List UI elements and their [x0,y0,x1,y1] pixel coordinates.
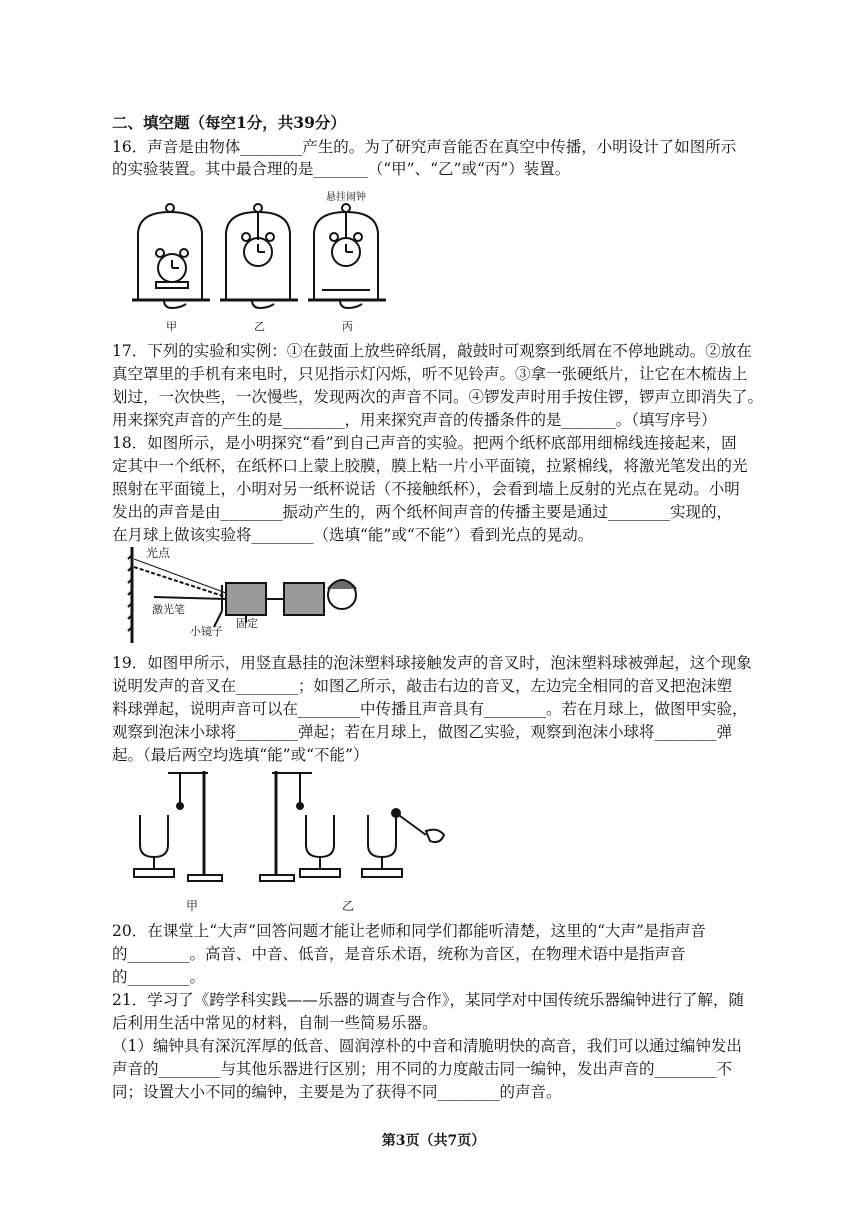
bell-jar-yi [220,204,298,308]
q21-line-1: 21．学习了《跨学科实践——乐器的调查与合作》，某同学对中国传统乐器编钟进行了解，随 [112,991,744,1009]
q17-line-1: 17．下列的实验和实例：①在鼓面上放些碎纸屑，敲鼓时可观察到纸屑在不停地跳动。②放在 [112,342,752,360]
q17-line-2: 真空罩里的手机有来电时，只见指示灯闪烁，听不见铃声。③拿一张硬纸片，让它在木梳齿上 [112,365,748,383]
bell-jar-figure [130,190,390,335]
q18-line-1: 18．如图所示，是小明探究“看”到自己声音的实验。把两个纸杯底部用细棉线连接起来，固 [112,434,737,452]
cup-laser-figure [124,545,374,645]
q16-line-2: 的实验装置。其中最合理的是_______（“甲”、“乙”或“丙”）装置。 [112,160,571,178]
page-footer: 第3页（共7页） [381,1133,486,1149]
fork-setup-jia [134,771,222,881]
q19-line-3: 料球弹起，说明声音可以在________中传播且声音具有________。若在月球上，做图甲实验， [112,700,748,718]
q17-line-4: 用来探究声音的产生的是________，用来探究声音的传播条件的是_______。（填写序号） [112,411,717,429]
fig18-label-fixed: 固定 [236,617,258,630]
fig16-label-jia: 甲 [166,320,177,333]
q21-line-4: 声音的________与其他乐器进行区别；用不同的力度敲击同一编钟，发出声音的________不 [112,1060,733,1078]
q20-line-2: 的________。高音、中音、低音，是音乐术语，统称为音区，在物理术语中是指声音 [112,945,686,963]
q18-line-2: 定其中一个纸杯，在纸杯口上蒙上胶膜，膜上粘一片小平面镜，拉紧棉线，将激光笔发出的光 [112,457,748,475]
q19-line-1: 19．如图甲所示，用竖直悬挂的泡沫塑料球接触发声的音叉时，泡沫塑料球被弹起，这个现象 [112,654,752,672]
bell-jar-jia [132,204,210,308]
q21-line-3: （1）编钟具有深沉浑厚的低音、圆润淳朴的中音和清脆明快的高音，我们可以通过编钟发出 [112,1037,742,1055]
fork-setup-yi [260,771,444,881]
q19-line-5: 起。（最后两空均选填“能”或“不能”） [112,746,369,764]
fig16-label-yi: 乙 [254,320,265,333]
q20-line-3: 的________。 [112,968,206,986]
q21-line-2: 后利用生活中常见的材料，自制一些简易乐器。 [112,1014,438,1032]
q18-line-3: 照射在平面镜上，小明对另一纸杯说话（不接触纸杯），会看到墙上反射的光点在晃动。小明 [112,480,740,498]
q18-line-4: 发出的声音是由________振动产生的，两个纸杯间声音的传播主要是通过________实现的， [112,503,733,521]
fig16-top-label: 悬挂闹钟 [326,192,366,203]
tuning-fork-figure [128,765,448,915]
q19-line-4: 观察到泡沫小球将________弹起；若在月球上，做图乙实验，观察到泡沫小球将________弹 [112,723,733,741]
fig16-label-bing: 丙 [342,320,353,333]
fig19-label-jia: 甲 [186,899,199,913]
bell-jar-bing [308,204,386,308]
fig18-label-light-spot: 光点 [146,546,171,560]
fig18-label-mirror: 小镜子 [190,625,223,638]
q18-line-5: 在月球上做该实验将________（选填“能”或“不能”）看到光点的晃动。 [112,526,594,544]
q19-line-2: 说明发声的音叉在________；如图乙所示，敲击右边的音叉，左边完全相同的音叉把泡沫塑 [112,677,733,695]
q21-line-5: 同；设置大小不同的编钟，主要是为了获得不同________的声音。 [112,1083,562,1101]
q20-line-1: 20．在课堂上“大声”回答问题才能让老师和同学们都能听清楚，这里的“大声”是指声音 [112,922,706,940]
q17-line-3: 划过，一次快些，一次慢些，发现两次的声音不同。④锣发声时用手按住锣，锣声立即消失了。 [112,388,764,406]
section-title: 二、填空题（每空1分，共39分） [112,113,346,132]
fig19-label-yi: 乙 [342,899,355,913]
fig18-label-laser: 激光笔 [152,603,185,616]
q16-line-1: 16．声音是由物体________产生的。为了研究声音能否在真空中传播，小明设计了如图所示 [112,138,737,156]
